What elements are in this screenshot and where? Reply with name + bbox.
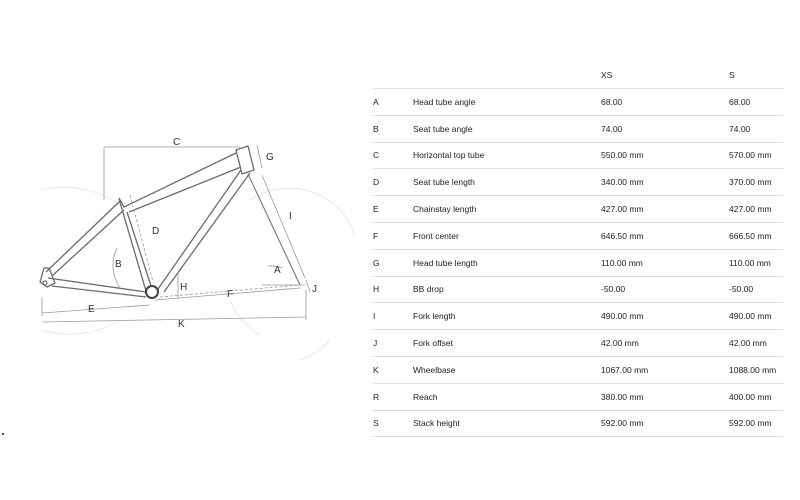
row-measurement: Reach [413, 383, 601, 410]
row-value-xs: -50.00 [601, 276, 729, 303]
row-measurement: Front center [413, 222, 601, 249]
row-value-xs: 110.00 mm [601, 249, 729, 276]
row-key: C [373, 142, 413, 169]
row-value-s: 42.00 mm [729, 330, 783, 357]
table-row [373, 89, 783, 116]
table-header-row [373, 62, 783, 89]
row-value-s: 74.00 [729, 115, 783, 142]
dim-label-d: D [152, 226, 160, 237]
row-measurement: Head tube angle [413, 89, 601, 116]
table-row [373, 303, 783, 330]
table-row [373, 222, 783, 249]
row-measurement: BB drop [413, 276, 601, 303]
row-value-s: -50.00 [729, 276, 783, 303]
row-value-xs: 646.50 mm [601, 222, 729, 249]
row-measurement: Seat tube angle [413, 115, 601, 142]
stray-dot [2, 433, 4, 435]
row-value-s: 592.00 mm [729, 410, 783, 437]
geometry-table [373, 62, 783, 437]
row-key: J [373, 330, 413, 357]
dim-label-f: F [227, 289, 234, 300]
header-key [373, 62, 413, 89]
wheel-arcs [42, 187, 355, 360]
row-measurement: Chainstay length [413, 196, 601, 223]
row-value-s: 1088.00 mm [729, 356, 783, 383]
table-row [373, 330, 783, 357]
row-measurement: Fork length [413, 303, 601, 330]
row-measurement: Wheelbase [413, 356, 601, 383]
row-key: E [373, 196, 413, 223]
row-value-xs: 380.00 mm [601, 383, 729, 410]
row-key: F [373, 222, 413, 249]
dim-label-k: K [178, 319, 185, 330]
header-size-s: S [729, 62, 783, 89]
row-key: S [373, 410, 413, 437]
dimension-lines [42, 145, 310, 322]
row-value-xs: 340.00 mm [601, 169, 729, 196]
row-value-s: 400.00 mm [729, 383, 783, 410]
dim-label-c: C [173, 137, 181, 148]
row-value-xs: 68.00 [601, 89, 729, 116]
dim-label-j: J [312, 284, 317, 295]
bottom-bracket [146, 286, 158, 298]
row-key: B [373, 115, 413, 142]
row-value-s: 370.00 mm [729, 169, 783, 196]
table-row [373, 276, 783, 303]
table-row [373, 356, 783, 383]
row-value-s: 666.50 mm [729, 222, 783, 249]
frame-geometry-diagram [0, 0, 360, 500]
row-value-s: 427.00 mm [729, 196, 783, 223]
row-value-xs: 74.00 [601, 115, 729, 142]
row-key: H [373, 276, 413, 303]
row-key: G [373, 249, 413, 276]
row-key: K [373, 356, 413, 383]
table-row [373, 196, 783, 223]
row-key: D [373, 169, 413, 196]
row-value-xs: 427.00 mm [601, 196, 729, 223]
table-row [373, 410, 783, 437]
row-value-xs: 42.00 mm [601, 330, 729, 357]
table-row [373, 115, 783, 142]
dim-label-a: A [274, 265, 281, 276]
row-value-s: 110.00 mm [729, 249, 783, 276]
dim-label-i: I [289, 211, 292, 222]
geometry-table-body [373, 89, 783, 437]
row-value-s: 68.00 [729, 89, 783, 116]
row-value-xs: 592.00 mm [601, 410, 729, 437]
row-value-s: 490.00 mm [729, 303, 783, 330]
frame-outline [40, 146, 300, 297]
row-key: R [373, 383, 413, 410]
header-size-xs: XS [601, 62, 729, 89]
table-row [373, 383, 783, 410]
rear-axle [43, 281, 47, 285]
dim-label-g: G [266, 152, 274, 163]
dim-label-b: B [115, 259, 122, 270]
row-measurement: Stack height [413, 410, 601, 437]
table-row [373, 142, 783, 169]
table-row [373, 249, 783, 276]
dim-label-h: H [180, 282, 188, 293]
dim-label-e: E [88, 304, 95, 315]
row-measurement: Fork offset [413, 330, 601, 357]
row-value-xs: 490.00 mm [601, 303, 729, 330]
row-measurement: Seat tube length [413, 169, 601, 196]
row-key: A [373, 89, 413, 116]
row-value-s: 570.00 mm [729, 142, 783, 169]
row-key: I [373, 303, 413, 330]
row-value-xs: 550.00 mm [601, 142, 729, 169]
table-row [373, 169, 783, 196]
row-measurement: Horizontal top tube [413, 142, 601, 169]
row-value-xs: 1067.00 mm [601, 356, 729, 383]
row-measurement: Head tube length [413, 249, 601, 276]
header-name [413, 62, 601, 89]
